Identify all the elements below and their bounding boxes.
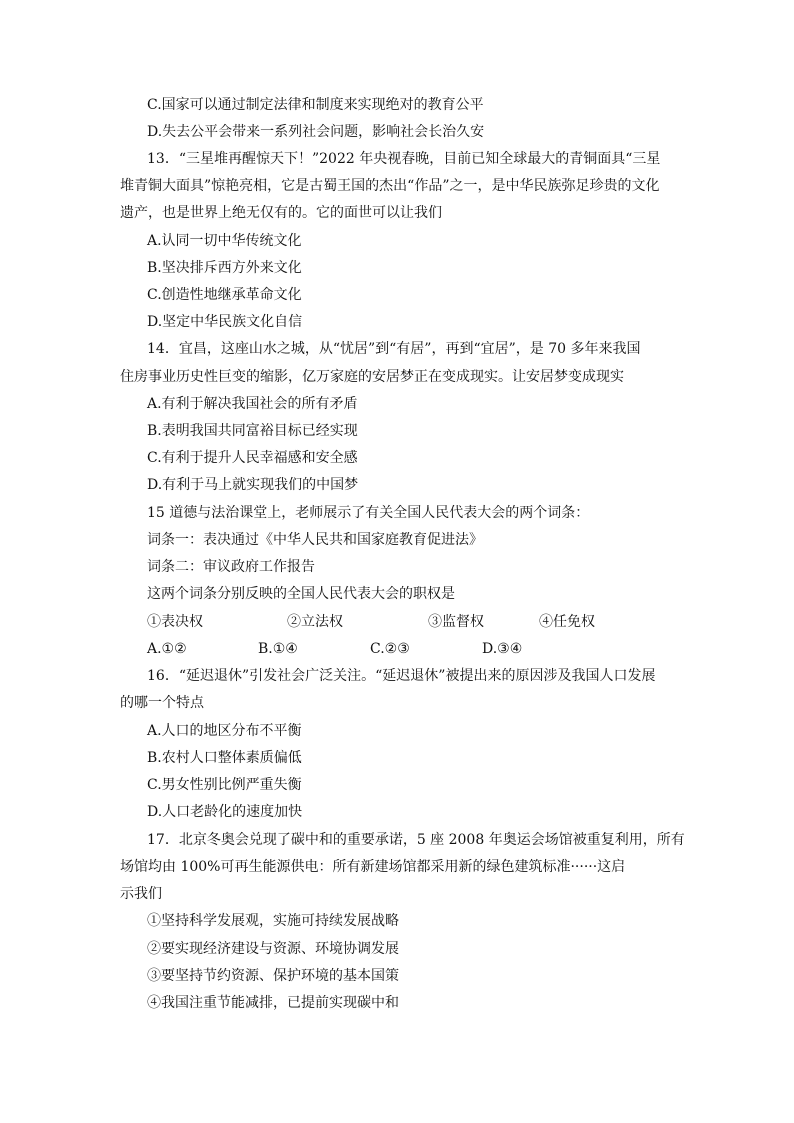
q14-option-a: A.有利于解决我国社会的所有矛盾	[147, 396, 358, 412]
q16-option-c: C.男女性别比例严重失衡	[147, 777, 302, 793]
q13-option-d: D.坚定中华民族文化自信	[147, 314, 303, 330]
q15-term-2: 词条二：审议政府工作报告	[147, 559, 315, 575]
q14-option-d: D.有利于马上就实现我们的中国梦	[147, 477, 359, 493]
q13-stem-line-3: 遗产，也是世界上绝无仅有的。它的面世可以让我们	[120, 205, 442, 221]
q15-item: ③监督权	[428, 614, 484, 630]
q15-term-1: 词条一：表决通过《中华人民共和国家庭教育促进法》	[147, 532, 483, 548]
q14-option-c: C.有利于提升人民幸福感和安全感	[147, 450, 358, 466]
q17-item-1: ①坚持科学发展观，实施可持续发展战略	[147, 913, 399, 929]
q15-choice: B.①④	[258, 641, 298, 657]
q14-stem-line-1: 14．宜昌，这座山水之城，从“忧居”到“有居”，再到“宜居”，是 70 多年来我国	[147, 341, 641, 357]
q17-stem-line-1: 17．北京冬奥会兑现了碳中和的重要承诺，5 座 2008 年奥运会场馆被重复利用，所有	[147, 832, 685, 848]
q13-option-c: C.创造性地继承革命文化	[147, 287, 302, 303]
q16-stem-line-2: 的哪一个特点	[120, 695, 204, 711]
q16-option-a: A.人口的地区分布不平衡	[147, 723, 302, 739]
q17-stem-line-3: 示我们	[120, 886, 162, 902]
q15-choice: A.①②	[147, 641, 187, 657]
q16-option-d: D.人口老龄化的速度加快	[147, 804, 303, 820]
q13-stem-line-1: 13．“三星堆再醒惊天下！”2022 年央视春晚，目前已知全球最大的青铜面具“三星	[147, 151, 661, 167]
q14-stem-line-2: 住房事业历史性巨变的缩影，亿万家庭的安居梦正在变成现实。让安居梦变成现实	[120, 369, 624, 385]
q12-option-d: D.失去公平会带来一系列社会问题，影响社会长治久安	[147, 124, 485, 140]
q15-item: ④任免权	[539, 614, 595, 630]
q15-item: ②立法权	[287, 614, 343, 630]
q16-option-b: B.农村人口整体素质偏低	[147, 750, 302, 766]
q15-choice: D.③④	[482, 641, 523, 657]
q15-question: 这两个词条分别反映的全国人民代表大会的职权是	[147, 586, 455, 602]
q15-item: ①表决权	[147, 614, 203, 630]
q13-stem-line-2: 堆青铜大面具”惊艳亮相，它是古蜀王国的杰出“作品”之一，是中华民族弥足珍贵的文化	[120, 178, 660, 194]
q13-option-a: A.认同一切中华传统文化	[147, 233, 302, 249]
q15-stem-line-1: 15 道德与法治课堂上，老师展示了有关全国人民代表大会的两个词条：	[147, 505, 590, 521]
q17-stem-line-2: 场馆均由 100%可再生能源供电：所有新建场馆都采用新的绿色建筑标准······这启	[120, 859, 626, 875]
q14-option-b: B.表明我国共同富裕目标已经实现	[147, 423, 358, 439]
q12-option-c: C.国家可以通过制定法律和制度来实现绝对的教育公平	[147, 97, 484, 113]
q17-item-3: ③要坚持节约资源、保护环境的基本国策	[147, 968, 399, 984]
q15-choice: C.②③	[370, 641, 410, 657]
q13-option-b: B.坚决排斥西方外来文化	[147, 260, 302, 276]
q16-stem-line-1: 16．“延迟退休”引发社会广泛关注。“延迟退休”被提出来的原因涉及我国人口发展	[147, 668, 656, 684]
q17-item-2: ②要实现经济建设与资源、环境协调发展	[147, 941, 399, 957]
q17-item-4: ④我国注重节能减排，已提前实现碳中和	[147, 995, 399, 1011]
